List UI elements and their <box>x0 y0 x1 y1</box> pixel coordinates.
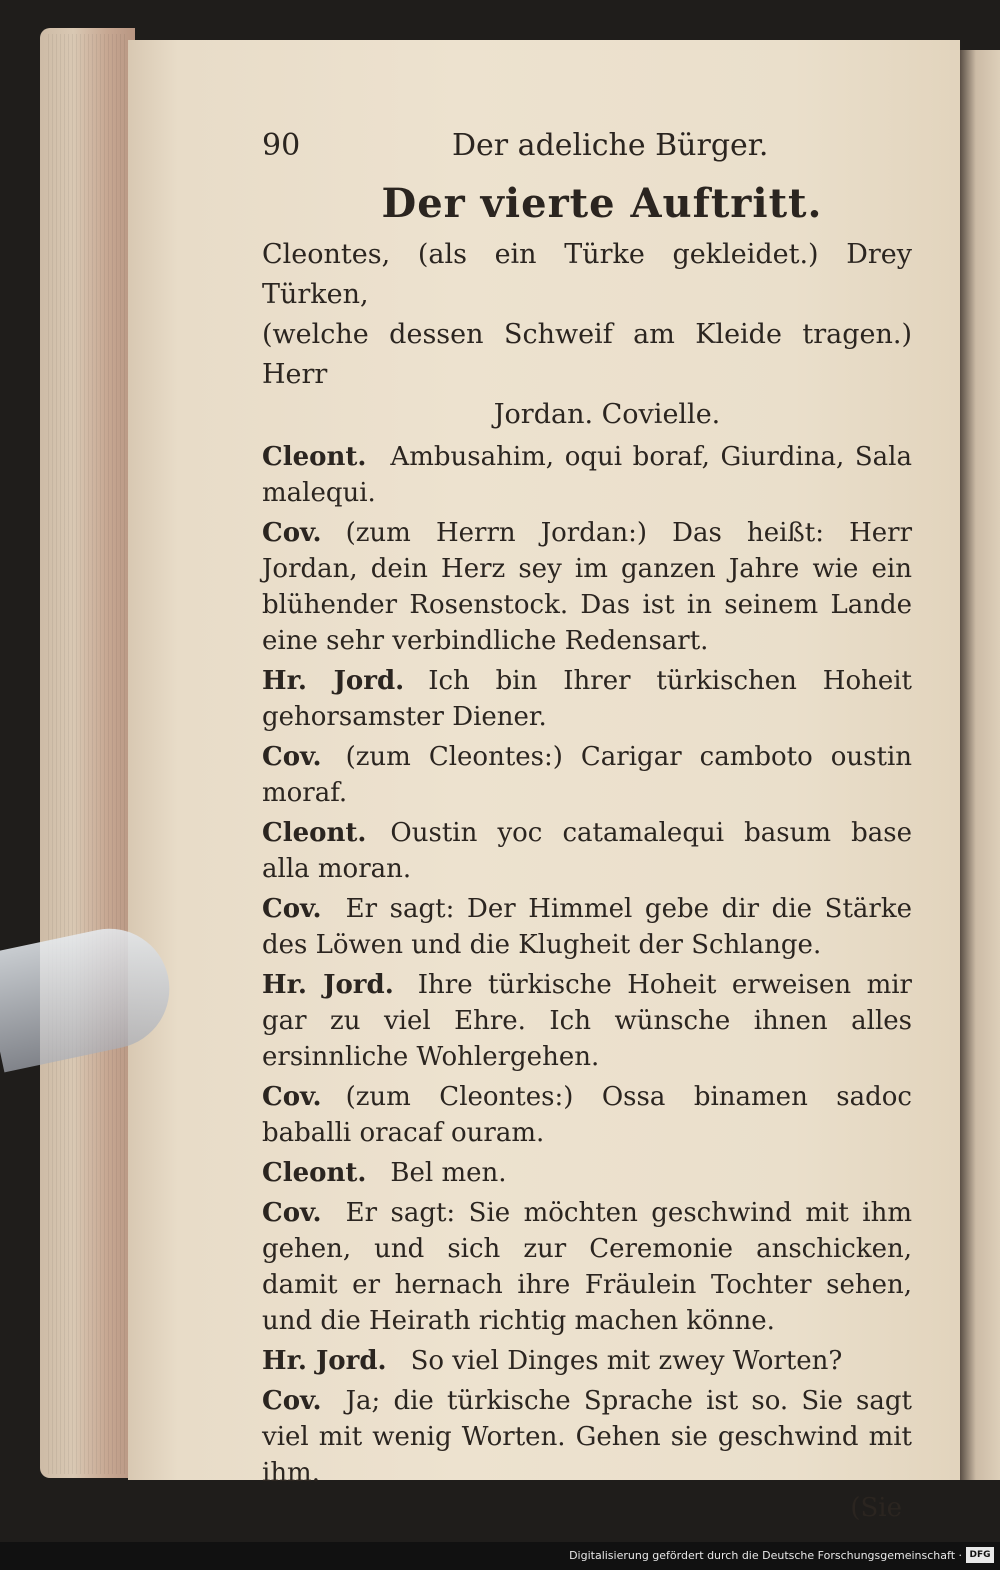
speech-text: Bel men. <box>390 1158 507 1188</box>
speech <box>262 1195 912 1339</box>
footer-credit: Digitalisierung gefördert durch die Deutsche Forschungsgemeinschaft · <box>569 1549 962 1562</box>
speech <box>262 1079 912 1151</box>
page-header <box>262 128 912 180</box>
speaker: Cleont. <box>262 442 367 472</box>
speech <box>262 515 912 659</box>
speaker: Hr. Jord. <box>262 1346 387 1376</box>
scene-title: Der vierte Auftritt. <box>381 180 823 227</box>
speech-text: (zum Cleontes:) Carigar camboto oustin moraf. <box>262 742 912 808</box>
dfg-logo: DFG <box>966 1547 994 1563</box>
facing-page-edge <box>960 50 1000 1480</box>
speech <box>262 815 912 887</box>
speech <box>262 891 912 963</box>
speaker: Cleont. <box>262 1158 367 1188</box>
cast-line: (welche dessen Schweif am Kleide tragen.) Herr <box>262 319 912 390</box>
speaker: Cov. <box>262 1198 322 1228</box>
speaker: Cov. <box>262 518 322 548</box>
running-title: Der adeliche Bürger. <box>452 128 769 163</box>
speech-text: (zum Herrn Jordan:) Das heißt: Herr Jordan, dein Herz sey im ganzen Jahre wie ein blühender Rosenstock. Das ist in seinem Lande eine sehr verbindliche Redensart. <box>262 518 912 656</box>
speech-text: So viel Dinges mit zwey Worten? <box>410 1346 843 1376</box>
speech <box>262 439 912 511</box>
cast-line: Jordan. Covielle. <box>493 399 721 430</box>
catchword: (Sie <box>850 1493 902 1523</box>
cast-list <box>262 235 912 435</box>
page-text <box>262 128 912 1523</box>
speech <box>262 663 912 735</box>
speech <box>262 967 912 1075</box>
speech-text: Ambusahim, oqui boraf, Giurdina, Sala malequi. <box>262 442 912 508</box>
speech-text: Oustin yoc catamalequi basum base alla moran. <box>262 818 912 884</box>
speech-text: Ich bin Ihrer türkischen Hoheit gehorsamster Diener. <box>262 666 912 732</box>
speech-text: Ihre türkische Hoheit erweisen mir gar zu viel Ehre. Ich wünsche ihnen alles ersinnliche Wohlergehen. <box>262 970 912 1072</box>
cast-line: Cleontes, (als ein Türke gekleidet.) Drey Türken, <box>262 239 912 310</box>
speaker: Cov. <box>262 1386 322 1416</box>
speaker: Hr. Jord. <box>262 970 394 1000</box>
speech-text: Er sagt: Sie möchten geschwind mit ihm gehen, und sich zur Ceremonie anschicken, damit er hernach ihre Fräulein Tochter sehen, und die Heirath richtig machen könne. <box>262 1198 912 1336</box>
speech <box>262 1383 912 1491</box>
page-number: 90 <box>262 128 301 163</box>
speech <box>262 1155 912 1191</box>
speaker: Cov. <box>262 1082 322 1112</box>
speaker: Cov. <box>262 742 322 772</box>
speaker: Hr. Jord. <box>262 666 405 696</box>
speech-text: Er sagt: Der Himmel gebe dir die Stärke des Löwen und die Klugheit der Schlange. <box>262 894 912 960</box>
speech-text: Ja; die türkische Sprache ist so. Sie sagt viel mit wenig Worten. Gehen sie geschwind mit ihm. <box>262 1386 912 1488</box>
speaker: Cleont. <box>262 818 367 848</box>
speaker: Cov. <box>262 894 322 924</box>
page-edges <box>48 34 128 1474</box>
speech <box>262 1343 912 1379</box>
speech <box>262 739 912 811</box>
speech-text: (zum Cleontes:) Ossa binamen sadoc baballi oracaf ouram. <box>262 1082 912 1148</box>
